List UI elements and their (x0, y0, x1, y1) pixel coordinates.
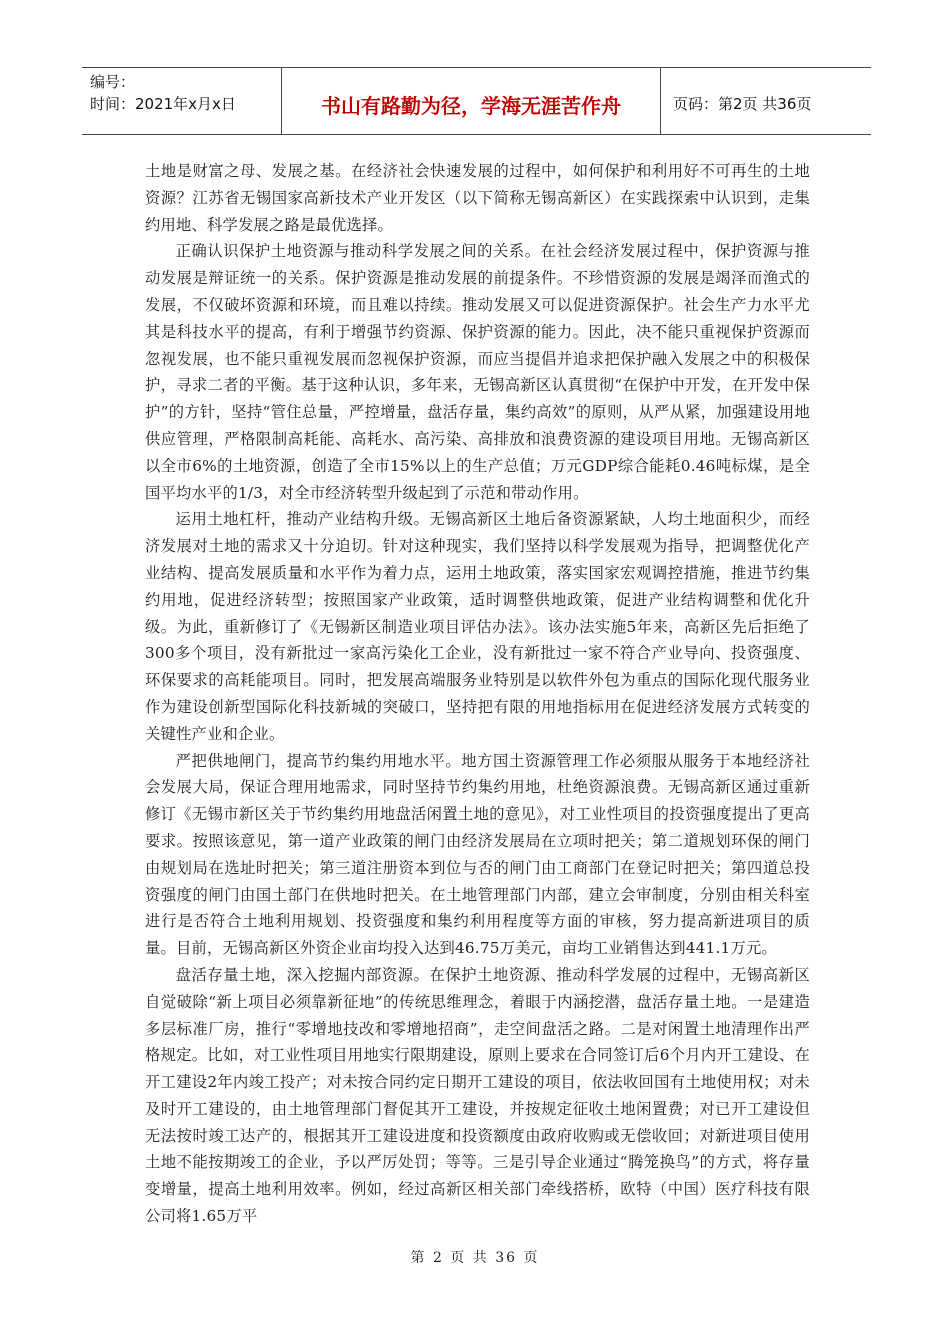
paragraph-stock-land: 盘活存量土地，深入挖掘内部资源。在保护土地资源、推动科学发展的过程中，无锡高新区自觉破除“新上项目必须靠新征地”的传统思维理念，着眼于内涵挖潜，盘活存量土地。一是建造多层标准厂房，推行“零增地技改和零增地招商”，走空间盘活之路。二是对闲置土地清理作出严格规定。比如，对工业性项目用地实行限期建设，原则上要求在合同签订后6个月内开工建设、在开工建设2年内竣工投产；对未按合同约定日期开工建设的项目，依法收回国有土地使用权；对未及时开工建设的，由土地管理部门督促其开工建设，并按规定征收土地闲置费；对已开工建设但无法按时竣工达产的，根据其开工建设进度和投资额度由政府收购或无偿收回；对新进项目使用土地不能按期竣工的企业，予以严厉处罚；等等。三是引导企业通过“腾笼换鸟”的方式，将存量变增量，提高土地利用效率。例如，经过高新区相关部门牵线搭桥，欧特（中国）医疗科技有限公司将1.65万平 (145, 965, 810, 1226)
paragraph-relationship: 正确认识保护土地资源与推动科学发展之间的关系。在社会经济发展过程中，保护资源与推动发展是辩证统一的关系。保护资源是推动发展的前提条件。不珍惜资源的发展是竭泽而渔式的发展，不仅破坏资源和环境，而且难以持续。推动发展又可以促进资源保护。社会生产力水平尤其是科技水平的提高，有利于增强节约资源、保护资源的能力。因此，决不能只重视保护资源而忽视发展，也不能只重视发展而忽视保护资源，而应当提倡并追求把保护融入发展之中的积极保护，寻求二者的平衡。基于这种认识，多年来，无锡高新区认真贯彻“在保护中开发，在开发中保护”的方针，坚持“管住总量，严控增量，盘活存量，集约高效”的原则，从严从紧，加强建设用地供应管理，严格限制高耗能、高耗水、高污染、高排放和浪费资源的建设项目用地。无锡高新区以全市6%的土地资源，创造了全市15%以上的生产总值；万元GDP综合能耗0.46吨标煤，是全国平均水平的1/3，对全市经济转型升级起到了示范和带动作用。 (145, 242, 810, 502)
document-number-label: 编号： (90, 73, 136, 91)
header-meta (82, 68, 282, 134)
document-time-label: 时间：2021年x月x日 (90, 95, 236, 113)
page-header (82, 67, 871, 135)
paragraph-intro: 土地是财富之母、发展之基。在经济社会快速发展的过程中，如何保护和利用好不可再生的土地资源？江苏省无锡国家高新技术产业开发区（以下简称无锡高新区）在实践探索中认识到，走集约用地、科学发展之路是最优选择。 (145, 162, 810, 234)
header-motto: 书山有路勤为径，学海无涯苦作舟 (282, 68, 661, 134)
paragraph-land-supply: 严把供地闸门，提高节约集约用地水平。地方国土资源管理工作必须服从服务于本地经济社会发展大局，保证合理用地需求，同时坚持节约集约用地，杜绝资源浪费。无锡高新区通过重新修订《无锡市新区关于节约集约用地盘活闲置土地的意见》，对工业性项目的投资强度提出了更高要求。按照该意见，第一道产业政策的闸门由经济发展局在立项时把关；第二道规划环保的闸门由规划局在选址时把关；第三道注册资本到位与否的闸门由工商部门在登记时把关；第四道总投资强度的闸门由国土部门在供地时把关。在土地管理部门内部，建立会审制度，分别由相关科室进行是否符合土地利用规划、投资强度和集约利用程度等方面的审核，努力提高新进项目的质量。目前，无锡高新区外资企业亩均投入达到46.75万美元，亩均工业销售达到441.1万元。 (145, 751, 810, 958)
document-body (145, 158, 810, 1230)
page-footer: 第 2 页 共 36 页 (410, 1250, 540, 1266)
paragraph-industry-upgrade: 运用土地杠杆，推动产业结构升级。无锡高新区土地后备资源紧缺，人均土地面积少，而经济发展对土地的需求又十分迫切。针对这种现实，我们坚持以科学发展观为指导，把调整优化产业结构、提高发展质量和水平作为着力点，运用土地政策，落实国家宏观调控措施，推进节约集约用地，促进经济转型；按照国家产业政策，适时调整供地政策，促进产业结构调整和优化升级。为此，重新修订了《无锡新区制造业项目评估办法》。该办法实施5年来，高新区先后拒绝了300多个项目，没有新批过一家高污染化工企业，没有新批过一家不符合产业导向、投资强度、环保要求的高耗能项目。同时，把发展高端服务业特别是以软件外包为重点的国际化现代服务业作为建设创新型国际化科技新城的突破口，坚持把有限的用地指标用在促进经济发展方式转变的关键性产业和企业。 (145, 510, 810, 743)
header-page-info: 页码：第2页 共36页 (673, 94, 812, 113)
